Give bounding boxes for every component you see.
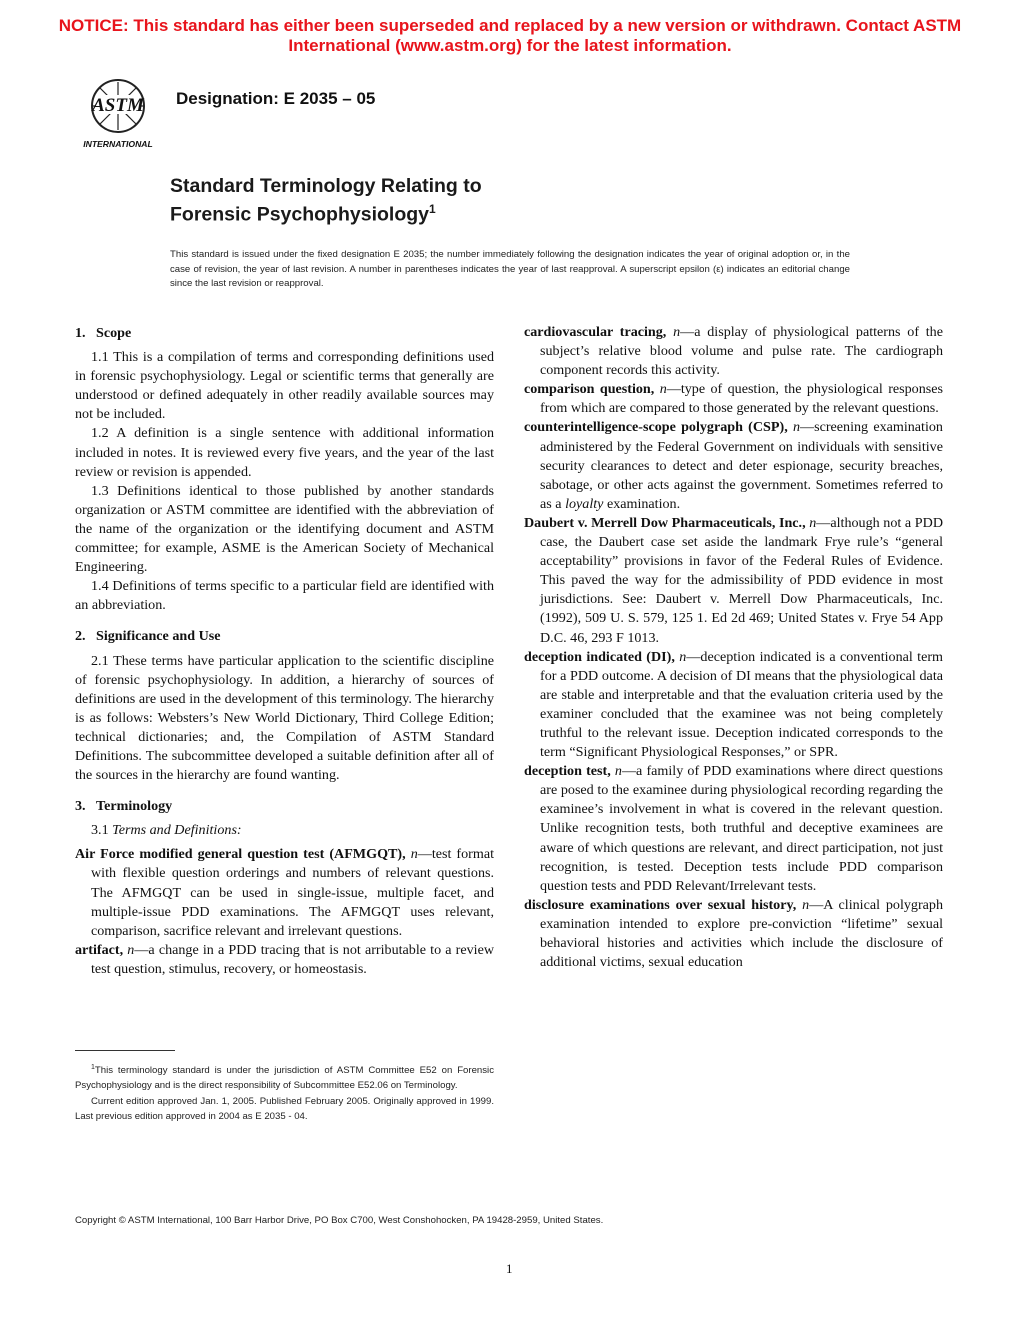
footnote-marker: 1 [91,1064,95,1071]
section-heading-significance: 2. Significance and Use [75,628,221,645]
section-heading-scope: 1. Scope [75,325,132,341]
section-heading-terminology: 3. Terminology [75,798,173,815]
issue-statement: This standard is issued under the fixed designation E 2035; the number immediately following the designation indicates the year of original adoption or, in the case of revision, the year of last revision. A number in parentheses indicates the year of last reapproval. A superscript epsilon (ε) indicates an editorial change since the last revision or reapproval. [170,249,850,289]
withdrawal-notice [20,16,1000,56]
astm-logo [74,76,162,150]
significance-paragraph: 2.1 These terms have particular application to the scientific discipline of forensic psychophysiology. In addition, a hierarchy of sources of definitions are used in the development of this terminology. The hierarchy is as follows: Websters’s New World Dictionary, Third College Edition; technical dictionaries; and, the Compilation of ASTM Standard Definitions. The subcommittee developed a suitable definition after all of the sources in the hierarchy are found wanting. [75,652,494,784]
copyright-line: Copyright © ASTM International, 100 Barr Harbor Drive, PO Box C700, West Conshohocken, PA 19428-2959, United States. [75,1215,604,1226]
document-title [170,175,482,227]
logo-subtext: INTERNATIONAL [83,139,153,149]
term-entry: comparison question, n—type of question, the physiological responses from which are compared to those generated by the relevant questions. [524,381,943,417]
term-entry: deception test, n—a family of PDD examinations where direct questions are posed to the examinee during physiological recording regarding the examinee’s involvement in what is covered in the relevant question. Unlike recognition tests, both truthful and deceptive examinees are aware of which questions are relevant, and direct participation, not just recognition, is tested. Deception tests include PDD comparison question tests and PDD Relevant/Irrelevant tests. [524,763,943,894]
notice-line-1: NOTICE: This standard has either been superseded and replaced by a new version or withdrawn. Contact ASTM [58,16,962,35]
footnote-text: This terminology standard is under the jurisdiction of ASTM Committee E52 on Forensic Psychophysiology and is the direct responsibility of Subcommittee E52.06 on Terminology. [75,1065,494,1092]
title-line-2: Forensic Psychophysiology [170,203,429,226]
scope-paragraph: 1.1 This is a compilation of terms and corresponding definitions used in forensic psychophysiology. Legal or scientific terms that generally are understood or defined adequately in other readily available sources may not be included. [75,349,494,423]
title-footnote-ref: 1 [428,202,436,216]
page-number: 1 [506,1261,513,1276]
right-column [524,323,943,972]
scope-paragraph: 1.3 Definitions identical to those published by another standards organization or ASTM committee are identified with the abbreviation of the name of the organization or the identifying document and ASTM committee; for example, ASME is the American Society of Mechanical Engineering. [75,482,494,576]
terms-subheading: 3.1 Terms and Definitions: [91,822,242,839]
footnote-edition: Current edition approved Jan. 1, 2005. Published February 2005. Originally approved in 1999. Last previous edition approved in 2004 as E 2035 - 04. [75,1095,494,1123]
scope-paragraph: 1.4 Definitions of terms specific to a particular field are identified with an abbreviation. [75,578,494,614]
logo-text: ASTM [92,95,144,116]
designation: Designation: E 2035 – 05 [176,89,376,108]
left-column [75,323,494,979]
term-entry: artifact, n—a change in a PDD tracing that is not arributable to a review test question, stimulus, recovery, or homeostasis. [75,941,494,977]
term-entry: counterintelligence-scope polygraph (CSP), n—screening examination administered by the Federal Government on individuals with sensitive security clearances to detect and deter espionage, security breaches, sabotage, or other acts against the government. Sometimes referred to as a loyalty examination. [524,419,943,512]
term-entry: cardiovascular tracing, n—a display of physiological patterns of the subject’s relative blood volume and pulse rate. The cardiograph component records this activity. [524,324,943,379]
term-entry: disclosure examinations over sexual history, n—A clinical polygraph examination intended to explore pre-conviction “lifetime” sexual behavioral histories and activities which include the disclosure of additional victims, sexual education [524,896,944,971]
scope-paragraph: 1.2 A definition is a single sentence with additional information included in notes. It is reviewed every five years, and the year of the last review or revision is appended. [75,425,494,480]
title-line-1: Standard Terminology Relating to [170,175,482,197]
footnote-divider [75,1050,175,1051]
notice-line-2: International (www.astm.org) for the latest information. [288,36,732,55]
term-entry: deception indicated (DI), n—deception indicated is a conventional term for a PDD outcome. A decision of DI means that the physiological data are stable and interpretable and that the evaluation criteria used by the examiner concluded that the examinee was not being completely truthful to the relevant issue. Deception indicated corresponds to the term “Significant Physiological Responses,” or SPR. [524,648,944,761]
footnote [75,1060,494,1124]
term-entry: Air Force modified general question test (AFMGQT), n—test format with flexible question orderings and numbers of relevant questions. The AFMGQT can be used in single-issue, multiple facet, and multiple-issue PDD examinations. The AFMGQT uses relevant, comparison, sacrifice relevant and irrelevant questions. [75,846,494,939]
term-entry: Daubert v. Merrell Dow Pharmaceuticals, Inc., n—although not a PDD case, the Daubert case set aside the landmark Frye rule’s “general acceptability” provisions in favor of the Federal Rules of Evidence. This paved the way for the admissibility of PDD evidence in most jurisdictions. See: Daubert v. Merrell Dow Pharmaceuticals, Inc. (1992), 509 U. S. 579, 125 1. Ed 2d 469; United States v. Frye 54 App D.C. 46, 293 F 1013. [524,514,943,646]
